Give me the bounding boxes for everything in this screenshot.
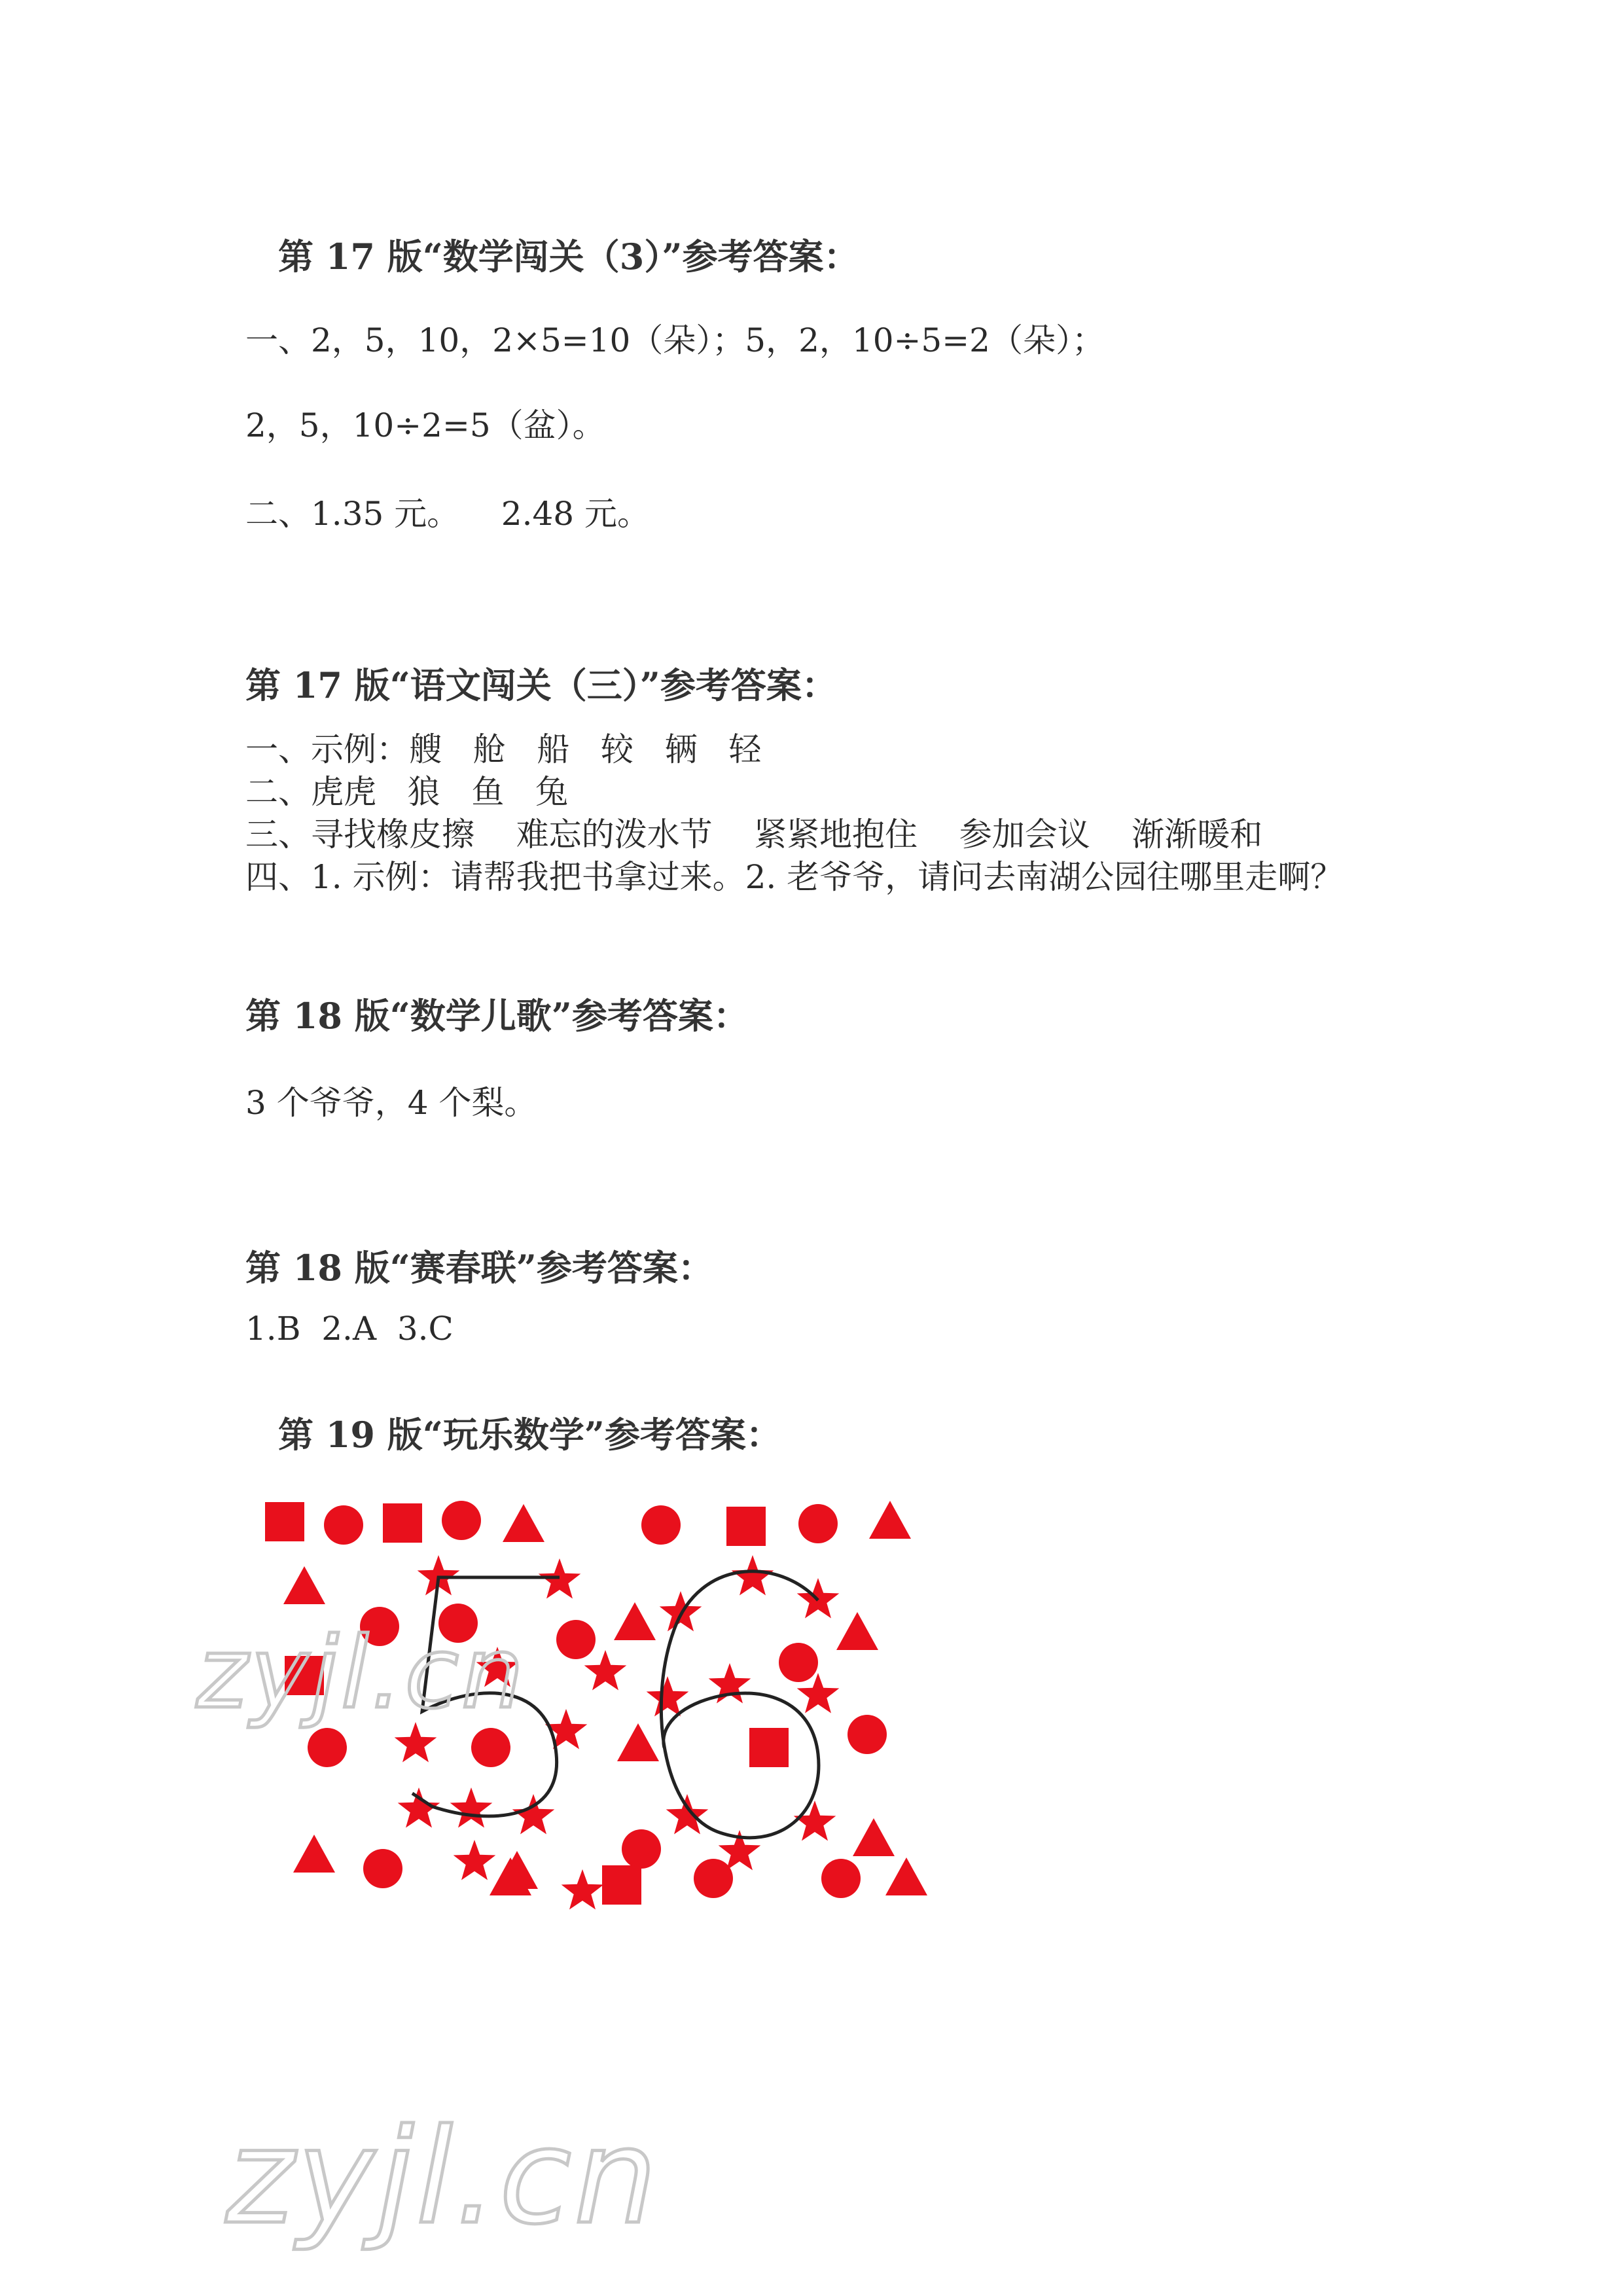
circle-shape — [779, 1643, 818, 1682]
circle-shape — [363, 1849, 402, 1888]
star-shape — [584, 1650, 627, 1691]
heading-math-song-18: 第 18 版“数学儿歌”参考答案： — [245, 995, 749, 1037]
circle-shape — [847, 1715, 887, 1754]
answer-line: 2，5，10÷2=5（盆）。 — [245, 406, 605, 444]
circle-shape — [308, 1728, 347, 1767]
heading-couplet-18: 第 18 版“赛春联”参考答案： — [245, 1247, 713, 1289]
star-shape — [794, 1801, 836, 1841]
heading-math-17: 第 17 版“数学闯关（3）”参考答案： — [278, 236, 859, 278]
watermark-text: zyjl.cn — [226, 2101, 660, 2253]
triangle-shape — [885, 1857, 927, 1895]
star-shape — [512, 1794, 555, 1835]
star-shape — [454, 1840, 496, 1880]
watermark-text: zyjl.cn — [196, 1617, 527, 1731]
square-shape — [726, 1507, 766, 1546]
circle-shape — [821, 1859, 861, 1898]
square-shape — [749, 1728, 789, 1767]
circle-shape — [694, 1859, 733, 1898]
square-shape — [265, 1502, 304, 1541]
star-shape — [732, 1555, 774, 1596]
circle-shape — [641, 1505, 681, 1545]
answer-line: 三、寻找橡皮擦 难忘的泼水节 紧紧地抱住 参加会议 渐渐暖和 — [245, 816, 1263, 853]
square-shape — [383, 1503, 422, 1543]
triangle-shape — [503, 1504, 544, 1542]
circle-shape — [622, 1829, 661, 1869]
triangle-shape — [614, 1602, 656, 1640]
triangle-shape — [836, 1612, 878, 1650]
star-shape — [562, 1869, 604, 1910]
circle-shape — [798, 1504, 838, 1543]
answer-line: 四、1. 示例：请帮我把书拿过来。2. 老爷爷，请问去南湖公园往哪里走啊？ — [245, 858, 1344, 896]
triangle-shape — [853, 1818, 895, 1856]
heading-fun-math-19: 第 19 版“玩乐数学”参考答案： — [278, 1414, 781, 1456]
triangle-shape — [283, 1566, 325, 1604]
circle-shape — [471, 1728, 510, 1767]
answer-line: 一、2，5，10，2×5=10（朵）；5，2，10÷5=2（朵）； — [245, 321, 1105, 359]
circle-shape — [442, 1501, 481, 1540]
heading-chinese-17: 第 17 版“语文闯关（三）”参考答案： — [245, 664, 837, 706]
answer-line: 3 个爷爷，4 个梨。 — [245, 1084, 537, 1122]
star-shape — [450, 1787, 493, 1828]
triangle-shape — [617, 1723, 659, 1761]
answer-line: 一、示例：艘 舱 船 较 辆 轻 — [245, 730, 762, 768]
star-shape — [666, 1794, 709, 1835]
square-shape — [602, 1865, 641, 1905]
circle-shape — [324, 1505, 363, 1545]
circle-shape — [556, 1620, 596, 1659]
answer-line: 二、虎虎 狼 鱼 兔 — [245, 773, 569, 811]
answer-line: 二、1.35 元。 2.48 元。 — [245, 495, 651, 533]
triangle-shape — [869, 1501, 911, 1539]
triangle-shape — [293, 1835, 335, 1873]
answer-line: 1.B 2.A 3.C — [245, 1310, 454, 1348]
